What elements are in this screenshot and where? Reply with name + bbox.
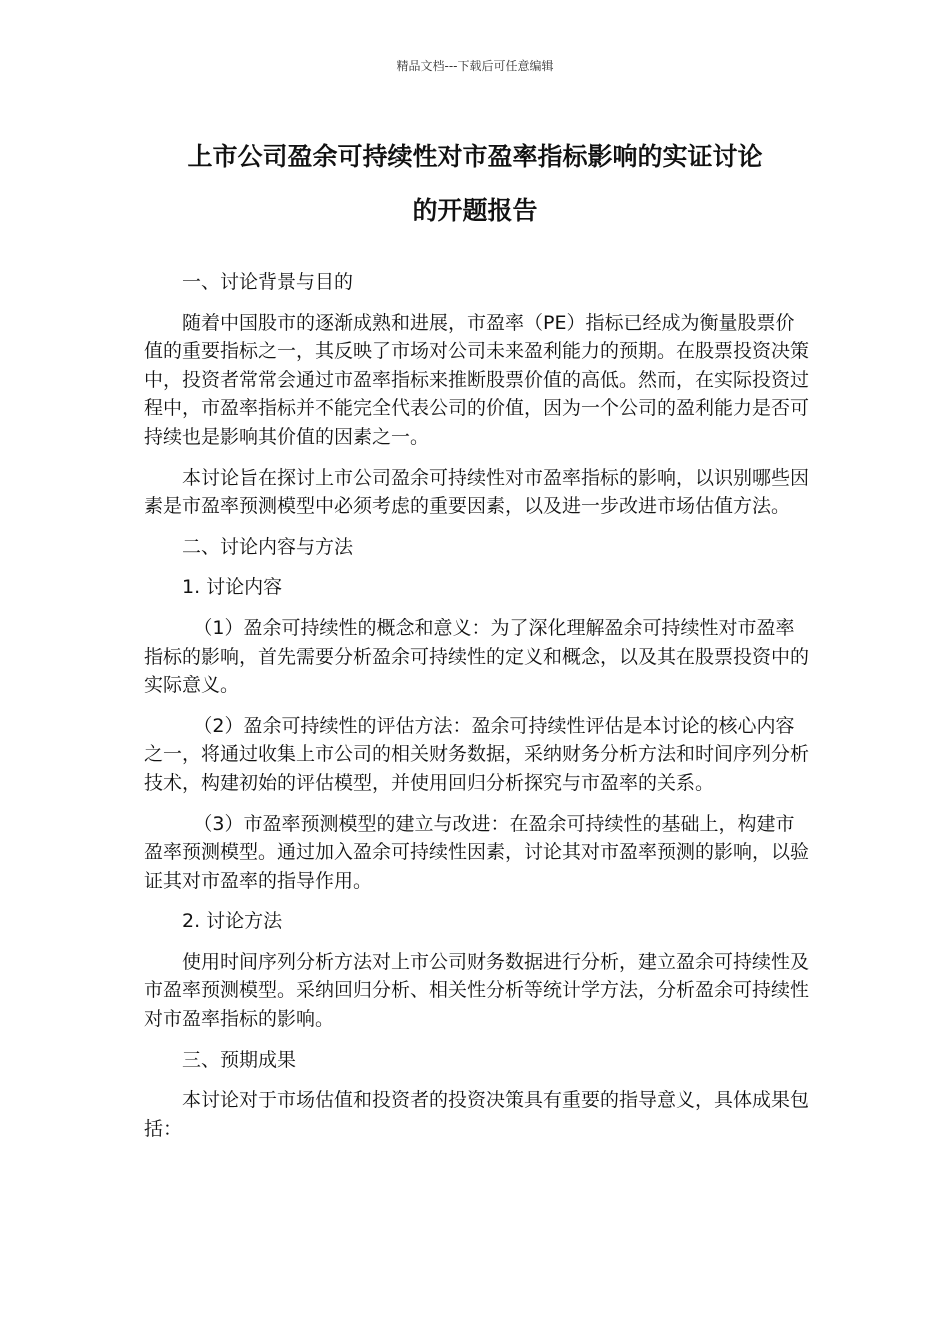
document-body (144, 268, 810, 1155)
document-title-line-1: 上市公司盈余可持续性对市盈率指标影响的实证讨论 (187, 142, 763, 171)
section-2-item-3: （3）市盈率预测模型的建立与改进：在盈余可持续性的基础上，构建市盈率预测模型。通过加入盈余可持续性因素，讨论其对市盈率预测的影响，以验证其对市盈率的指导作用。 (144, 812, 810, 892)
section-1-paragraph-1: 随着中国股市的逐渐成熟和进展，市盈率（PE）指标已经成为衡量股票价值的重要指标之一，其反映了市场对公司未来盈利能力的预期。在股票投资决策中，投资者常常会通过市盈率指标来推断股票价值的高低。然而，在实际投资过程中，市盈率指标并不能完全代表公司的价值，因为一个公司的盈利能力是否可持续也是影响其价值的因素之一。 (144, 311, 810, 448)
section-1-heading: 一、讨论背景与目的 (182, 271, 354, 293)
section-1-paragraph-2: 本讨论旨在探讨上市公司盈余可持续性对市盈率指标的影响，以识别哪些因素是市盈率预测模型中必须考虑的重要因素，以及进一步改进市场估值方法。 (144, 466, 810, 518)
section-2-subheading-content: 1. 讨论内容 (182, 576, 283, 599)
header-note: 精品文档---下载后可任意编辑 (396, 59, 554, 73)
section-2-item-1: （1）盈余可持续性的概念和意义：为了深化理解盈余可持续性对市盈率指标的影响，首先需要分析盈余可持续性的定义和概念，以及其在股票投资中的实际意义。 (144, 616, 810, 697)
section-3-heading: 三、预期成果 (182, 1048, 297, 1071)
section-2-method-paragraph: 使用时间序列分析方法对上市公司财务数据进行分析，建立盈余可持续性及市盈率预测模型。采纳回归分析、相关性分析等统计学方法，分析盈余可持续性对市盈率指标的影响。 (144, 950, 810, 1031)
section-2-item-2: （2）盈余可持续性的评估方法：盈余可持续性评估是本讨论的核心内容之一，将通过收集上市公司的相关财务数据，采纳财务分析方法和时间序列分析技术，构建初始的评估模型，并使用回归分析探究与市盈率的关系。 (144, 714, 810, 794)
document-title-line-2: 的开题报告 (412, 196, 538, 225)
section-2-heading: 二、讨论内容与方法 (182, 535, 354, 558)
section-3-paragraph-1: 本讨论对于市场估值和投资者的投资决策具有重要的指导意义，具体成果包括： (144, 1089, 810, 1140)
section-2-subheading-method: 2. 讨论方法 (182, 910, 283, 933)
